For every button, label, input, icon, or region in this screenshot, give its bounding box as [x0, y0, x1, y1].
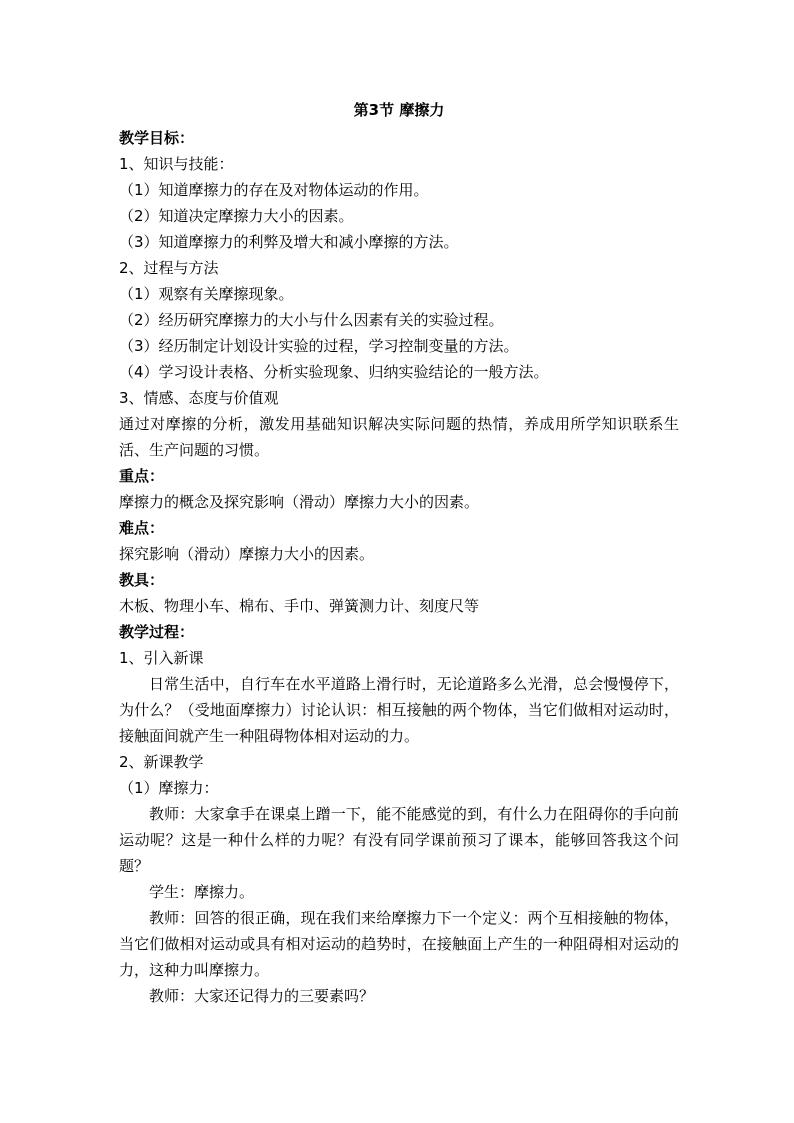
- subsection-friction: （1）摩擦力：: [119, 779, 219, 797]
- dialog-paragraph: 学生：摩擦力。: [149, 883, 255, 901]
- section-new-lesson: 2、新课教学: [119, 753, 204, 771]
- key-points-text: 摩擦力的概念及探究影响（滑动）摩擦力大小的因素。: [119, 493, 480, 511]
- list-item: （3）知道摩擦力的利弊及增大和减小摩擦的方法。: [119, 233, 459, 251]
- dialog-paragraph: 教师：大家拿手在课桌上蹭一下，能不能感觉的到，有什么力在阻碍你的手向前运动呢？这是一种什么样的力呢？有没有同学课前预习了课本，能够回答我这个问题？: [119, 805, 679, 875]
- document-title: 第3节 摩擦力: [353, 101, 445, 119]
- section-introduction: 1、引入新课: [119, 649, 204, 667]
- list-item: （2）知道决定摩擦力大小的因素。: [119, 207, 354, 225]
- list-item: （1）知道摩擦力的存在及对物体运动的作用。: [119, 181, 429, 199]
- goals-heading: 教学目标：: [119, 129, 195, 147]
- document-page: [119, 96, 679, 1009]
- difficulties-heading: 难点：: [119, 519, 165, 537]
- section-knowledge: 1、知识与技能：: [119, 155, 234, 173]
- tools-text: 木板、物理小车、棉布、手巾、弹簧测力计、刻度尺等: [119, 597, 480, 615]
- teaching-process-heading: 教学过程：: [119, 623, 195, 641]
- section-process-method: 2、过程与方法: [119, 259, 219, 277]
- section-attitude: 3、情感、态度与价值观: [119, 389, 279, 407]
- attitude-text: 通过对摩擦的分析，激发用基础知识解决实际问题的热情，养成用所学知识联系生活、生产问题的习惯。: [119, 415, 679, 459]
- list-item: （2）经历研究摩擦力的大小与什么因素有关的实验过程。: [119, 311, 504, 329]
- list-item: （4）学习设计表格、分析实验现象、归纳实验结论的一般方法。: [119, 363, 549, 381]
- dialog-paragraph: 教师：回答的很正确，现在我们来给摩擦力下一个定义：两个互相接触的物体，当它们做相对运动或具有相对运动的趋势时，在接触面上产生的一种阻碍相对运动的力，这种力叫摩擦力。: [119, 909, 679, 979]
- tools-heading: 教具：: [119, 571, 165, 589]
- list-item: （1）观察有关摩擦现象。: [119, 285, 294, 303]
- list-item: （3）经历制定计划设计实验的过程，学习控制变量的方法。: [119, 337, 519, 355]
- key-points-heading: 重点：: [119, 467, 165, 485]
- difficulties-text: 探究影响（滑动）摩擦力大小的因素。: [119, 545, 375, 563]
- introduction-text: 日常生活中，自行车在水平道路上滑行时，无论道路多么光滑，总会慢慢停下，为什么？（受地面摩擦力）讨论认识：相互接触的两个物体，当它们做相对运动时，接触面间就产生一种阻碍物体相对运动的力。: [119, 675, 679, 745]
- dialog-paragraph: 教师：大家还记得力的三要素吗？: [149, 987, 375, 1005]
